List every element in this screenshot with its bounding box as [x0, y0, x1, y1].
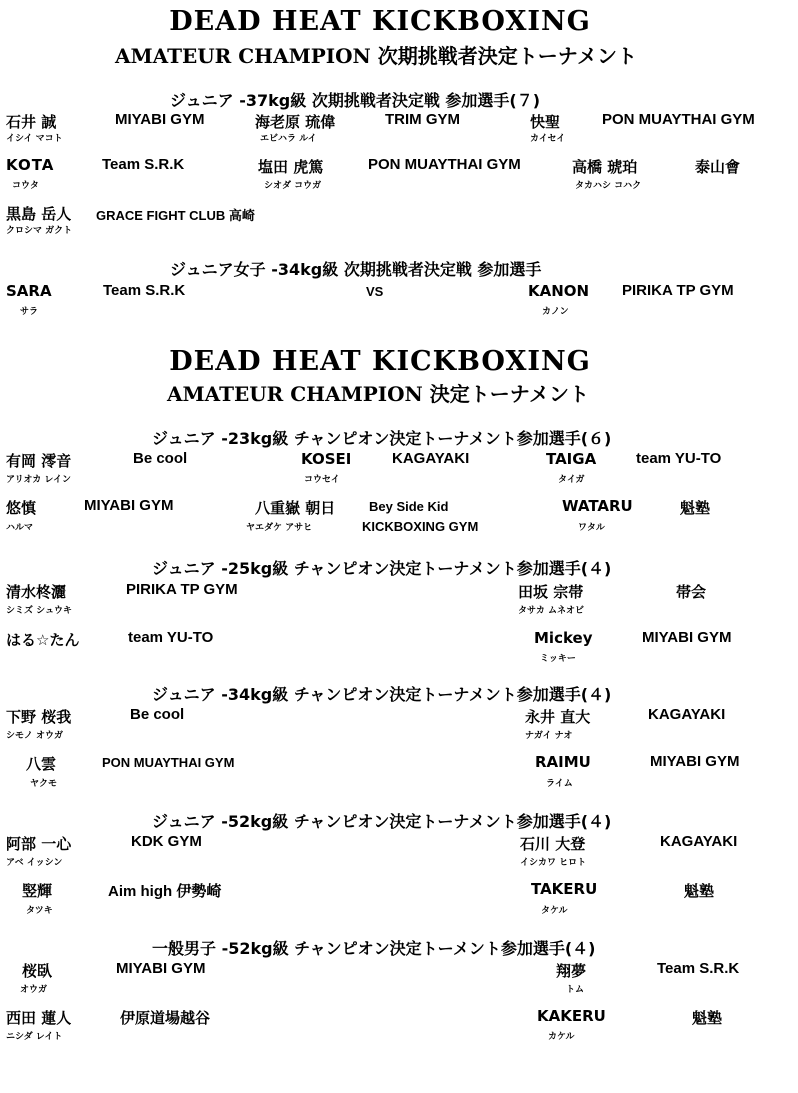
fighter-kana: イシイ マコト [6, 134, 63, 144]
fighter-kana: タカハシ コハク [575, 181, 642, 191]
fighter-name: 黒島 岳人 [6, 205, 72, 223]
fighter-name: 竪輝 [22, 882, 53, 900]
fighter-gym: Team S.R.K [657, 960, 740, 977]
fighter-gym: 伊原道場越谷 [120, 1009, 211, 1027]
section-heading: ジュニア -37kg級 次期挑戦者決定戦 参加選手(７) [170, 91, 541, 110]
fighter-kana: エビハラ ルイ [260, 134, 317, 144]
fighter-name: 阿部 一心 [6, 835, 72, 853]
fighter-gym: MIYABI GYM [84, 497, 174, 514]
fighter-gym: 魁塾 [680, 499, 711, 517]
fighter-kana: アベ イッシン [6, 858, 63, 868]
tournament-subtitle: AMATEUR CHAMPION 決定トーナメント [167, 382, 589, 406]
fighter-name: 快聖 [530, 113, 561, 131]
fighter-gym: MIYABI GYM [115, 111, 205, 128]
fighter-kana: タサカ ムネオビ [518, 606, 584, 616]
fighter-name: 海老原 琉偉 [255, 113, 336, 131]
fighter-name: TAIGA [546, 450, 597, 468]
fighter-name: 田坂 宗帯 [518, 583, 584, 601]
fighter-kana: カノン [542, 307, 569, 317]
fighter-name: 清水柊灑 [6, 583, 67, 601]
fighter-gym: PON MUAYTHAI GYM [602, 111, 755, 128]
fighter-gym: Team S.R.K [103, 282, 186, 299]
fighter-gym: GRACE FIGHT CLUB 高崎 [96, 208, 255, 223]
fighter-gym: MIYABI GYM [642, 629, 732, 646]
fighter-kana: クロシマ ガクト [6, 226, 73, 236]
fighter-name: 翔夢 [556, 962, 587, 980]
fighter-kana: タツキ [26, 906, 53, 916]
fighter-gym: 魁塾 [692, 1009, 723, 1027]
fighter-gym: Team S.R.K [102, 156, 185, 173]
fighter-name: 石井 誠 [6, 113, 57, 131]
fighter-gym: 帯会 [676, 583, 707, 601]
fighter-gym: PIRIKA TP GYM [622, 282, 734, 299]
fighter-kana: ニシダ レイト [6, 1032, 63, 1042]
fighter-name: KOTA [6, 156, 55, 174]
fighter-gym: PON MUAYTHAI GYM [368, 156, 521, 173]
fighter-kana: コウタ [12, 181, 39, 191]
fighter-gym: PON MUAYTHAI GYM [102, 755, 235, 770]
fighter-kana: トム [566, 985, 585, 995]
fighter-kana: アリオカ レイン [6, 475, 71, 485]
fighter-gym: Aim high 伊勢崎 [108, 883, 222, 900]
fighter-name: 有岡 澪音 [6, 452, 72, 470]
fighter-gym: KAGAYAKI [648, 706, 726, 723]
event-subtitle: AMATEUR CHAMPION 次期挑戦者決定トーナメント [115, 44, 637, 68]
fighter-gym: KDK GYM [131, 833, 202, 850]
fighter-name: KANON [528, 282, 590, 300]
section-heading: ジュニア -52kg級 チャンピオン決定トーナメント参加選手(４) [152, 812, 612, 831]
fighter-kana: シモノ オウガ [6, 731, 64, 741]
fighter-name: 下野 桜我 [6, 708, 72, 726]
fighter-gym: team YU-TO [636, 450, 722, 467]
fighter-name: 八雲 [26, 755, 57, 773]
fighter-gym: TRIM GYM [385, 111, 460, 128]
fighter-name: KAKERU [537, 1007, 606, 1025]
fighter-kana: タイガ [558, 475, 585, 485]
fighter-gym: 泰山會 [695, 158, 741, 176]
section-heading: ジュニア女子 -34kg級 次期挑戦者決定戦 参加選手 [170, 260, 542, 279]
fighter-kana: カイセイ [530, 134, 566, 144]
fighter-kana: シミズ シュウキ [6, 606, 72, 616]
fighter-kana: ナガイ ナオ [525, 731, 573, 741]
fighter-name: RAIMU [535, 753, 591, 771]
fighter-name: Mickey [534, 629, 593, 647]
tournament-title: DEAD HEAT KICKBOXING [169, 346, 591, 377]
fighter-name: TAKERU [531, 880, 598, 898]
fighter-gym: MIYABI GYM [116, 960, 206, 977]
fighter-kana: ハルマ [6, 523, 34, 533]
fighter-name: 塩田 虎篤 [258, 158, 324, 176]
fighter-kana: サラ [20, 307, 39, 317]
fighter-name: 八重嶽 朝日 [255, 499, 336, 517]
fighter-name: 西田 蓮人 [6, 1009, 72, 1027]
fighter-name: 桜臥 [22, 962, 53, 980]
section-heading: ジュニア -23kg級 チャンピオン決定トーナメント参加選手(６) [152, 429, 612, 448]
event-title: DEAD HEAT KICKBOXING [169, 6, 591, 37]
fighter-gym: Be cool [130, 706, 185, 723]
fighter-kana: タケル [541, 906, 568, 916]
fighter-kana: シオダ コウガ [264, 181, 322, 191]
fighter-gym: PIRIKA TP GYM [126, 581, 238, 598]
fighter-kana: オウガ [20, 985, 48, 995]
fighter-kana: ミッキー [540, 654, 576, 664]
fighter-name: はる☆たん [6, 631, 80, 649]
fighter-gym: MIYABI GYM [650, 753, 740, 770]
fighter-kana: ヤクモ [30, 779, 58, 789]
fighter-gym: 魁塾 [684, 882, 715, 900]
fighter-gym: team YU-TO [128, 629, 214, 646]
fighter-gym: KAGAYAKI [392, 450, 470, 467]
fighter-kana: ライム [546, 779, 573, 789]
section-heading: 一般男子 -52kg級 チャンピオン決定トーメント参加選手(４) [152, 939, 596, 958]
fighter-name: KOSEI [301, 450, 352, 468]
fighter-gym: KICKBOXING GYM [362, 519, 479, 534]
fighter-kana: ヤエダケ アサヒ [246, 523, 313, 533]
fighter-gym: Bey Side Kid [369, 499, 449, 514]
fighter-kana: カケル [548, 1032, 575, 1042]
fighter-name: WATARU [562, 497, 633, 515]
fighter-name: 石川 大登 [520, 835, 586, 853]
fighter-gym: KAGAYAKI [660, 833, 738, 850]
fighter-name: SARA [6, 282, 52, 300]
fighter-kana: イシカワ ヒロト [520, 858, 587, 868]
section-heading: ジュニア -25kg級 チャンピオン決定トーナメント参加選手(４) [152, 559, 612, 578]
fighter-name: 悠慎 [6, 499, 37, 517]
fighter-name: 永井 直大 [525, 708, 591, 726]
section-heading: ジュニア -34kg級 チャンピオン決定トーナメント参加選手(４) [152, 685, 612, 704]
vs-label: VS [366, 284, 384, 299]
fighter-kana: コウセイ [304, 475, 340, 485]
fighter-gym: Be cool [133, 450, 188, 467]
fighter-name: 高橋 琥珀 [572, 158, 638, 176]
fighter-kana: ワタル [578, 523, 605, 533]
